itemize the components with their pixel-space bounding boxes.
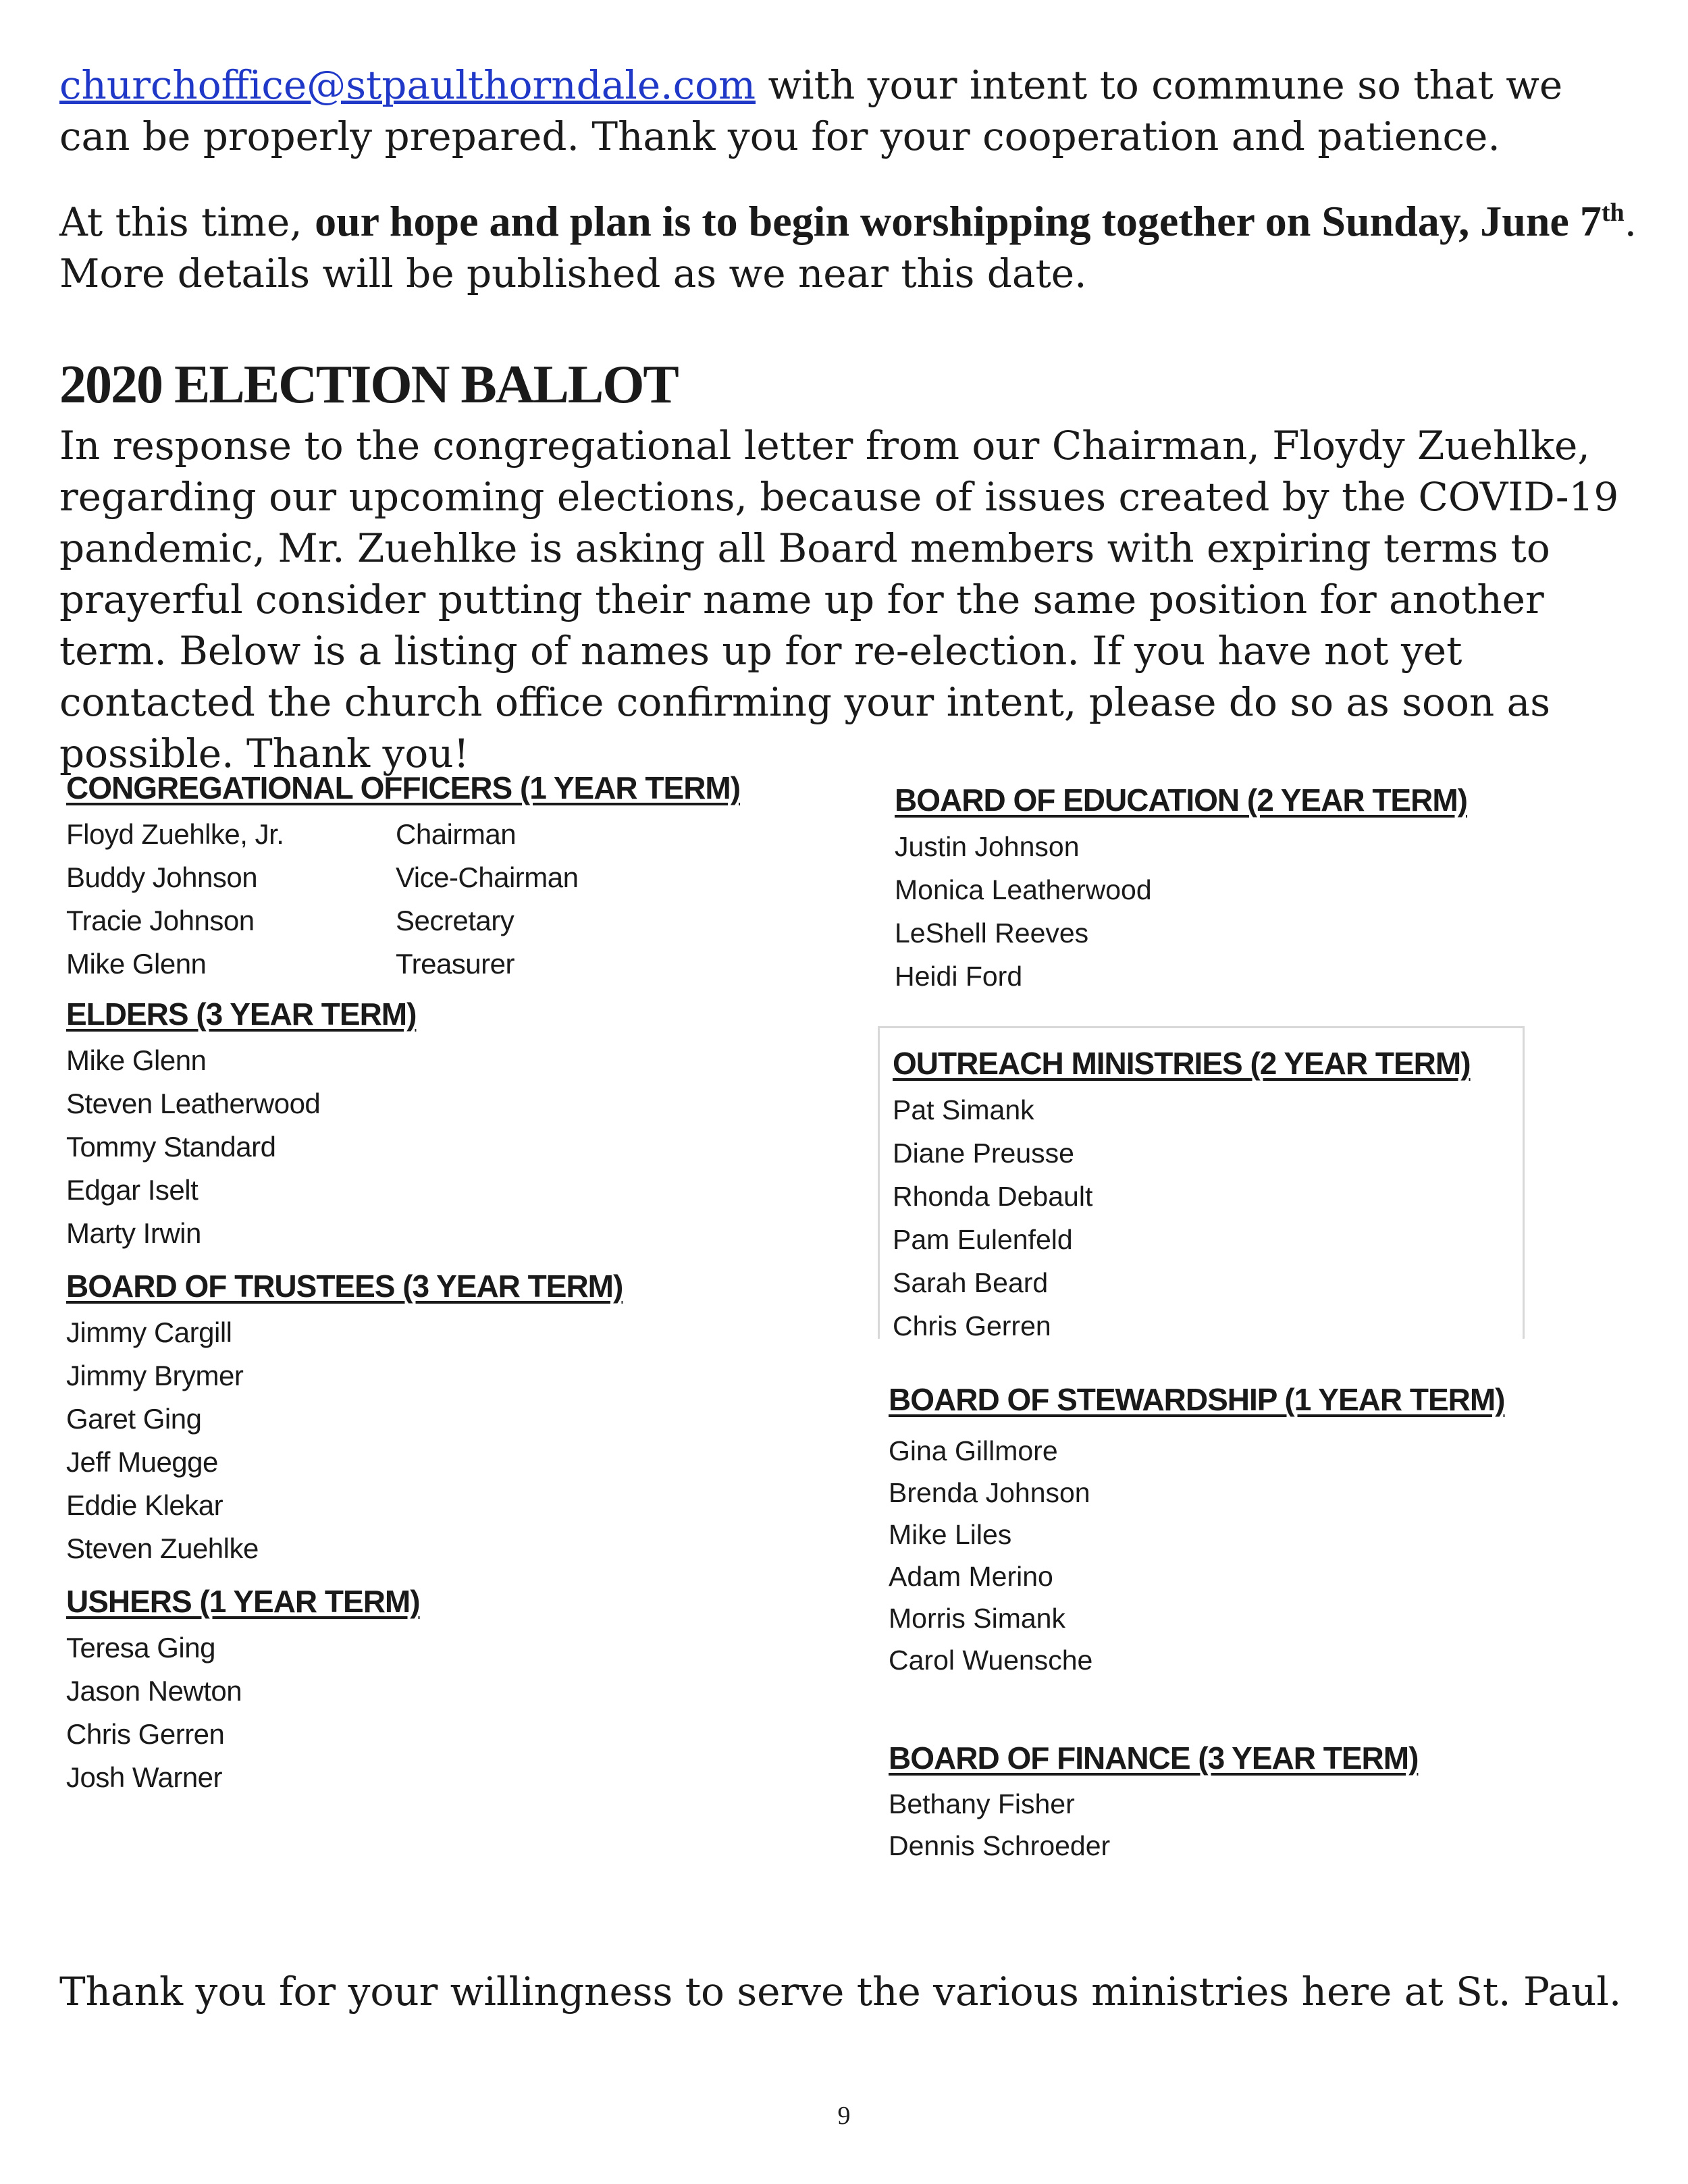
stewardship-member: Brenda Johnson xyxy=(889,1477,1090,1508)
education-section xyxy=(895,782,1467,998)
officer-row xyxy=(66,856,740,899)
congregational-officers-list xyxy=(66,813,740,986)
church-office-email-link[interactable]: churchoffice@stpaulthorndale.com xyxy=(59,62,756,108)
usher-name: Chris Gerren xyxy=(66,1718,225,1750)
finance-title: BOARD OF FINANCE (3 YEAR TERM) xyxy=(889,1740,1419,1776)
stewardship-member: Gina Gillmore xyxy=(889,1435,1058,1466)
officer-role: Treasurer xyxy=(396,948,515,980)
elder-name: Edgar Iselt xyxy=(66,1174,199,1206)
officer-name: Mike Glenn xyxy=(66,948,207,980)
officer-row xyxy=(66,813,740,856)
worship-date-bold-text: our hope and plan is to begin worshipping together on Sunday, June 7 xyxy=(315,197,1602,245)
elders-title: ELDERS (3 YEAR TERM) xyxy=(66,996,417,1032)
finance-list xyxy=(889,1783,1418,1867)
stewardship-member: Adam Merino xyxy=(889,1561,1053,1592)
closing-thank-you: Thank you for your willingness to serve the various ministries here at St. Paul. xyxy=(59,1969,1622,2015)
stewardship-member: Morris Simank xyxy=(889,1603,1065,1634)
officer-row xyxy=(66,942,740,986)
elders-section xyxy=(66,996,416,1255)
trustees-section xyxy=(66,1268,623,1570)
officer-name: Buddy Johnson xyxy=(66,861,258,893)
education-member: Monica Leatherwood xyxy=(895,874,1152,905)
congregational-officers-section xyxy=(66,770,740,986)
ushers-list xyxy=(66,1626,420,1799)
outreach-section xyxy=(893,1045,1471,1348)
stewardship-list xyxy=(889,1430,1504,1681)
trustees-title: BOARD OF TRUSTEES (3 YEAR TERM) xyxy=(66,1269,623,1304)
trustee-name: Jimmy Brymer xyxy=(66,1360,244,1391)
outreach-title: OUTREACH MINISTRIES (2 YEAR TERM) xyxy=(893,1046,1471,1081)
trustee-name: Garet Ging xyxy=(66,1403,202,1435)
trustee-name: Steven Zuehlke xyxy=(66,1533,259,1564)
education-title: BOARD OF EDUCATION (2 YEAR TERM) xyxy=(895,782,1467,818)
worship-lead-text: At this time, xyxy=(59,199,315,245)
trustees-list xyxy=(66,1311,623,1570)
outreach-member: Pam Eulenfeld xyxy=(893,1224,1073,1255)
outreach-member: Rhonda Debault xyxy=(893,1181,1093,1212)
ballot-intro-paragraph: In response to the congregational letter from our Chairman, Floydy Zuehlke, regarding our upcoming elections, because of issues created by the COVID-19 pandemic, Mr. Zuehlke is asking all Board members with expiring terms to prayerful consider putting their name up for the same position for another term. Below is a listing of names up for re-election. If you have not yet contacted the church office confirming your intent, please do so as soon as possible. Thank you! xyxy=(59,423,1619,776)
officer-name: Tracie Johnson xyxy=(66,905,255,936)
education-member: LeShell Reeves xyxy=(895,917,1089,949)
worship-date-suffix: th xyxy=(1601,198,1625,227)
elder-name: Tommy Standard xyxy=(66,1131,276,1163)
stewardship-member: Mike Liles xyxy=(889,1519,1012,1550)
trustee-name: Jimmy Cargill xyxy=(66,1316,232,1348)
elder-name: Mike Glenn xyxy=(66,1044,207,1076)
stewardship-section xyxy=(889,1381,1504,1681)
outreach-member: Diane Preusse xyxy=(893,1138,1074,1169)
elder-name: Marty Irwin xyxy=(66,1217,201,1249)
officer-role: Secretary xyxy=(396,905,515,936)
intro-paragraph-commune xyxy=(59,59,1639,162)
education-member: Justin Johnson xyxy=(895,831,1080,862)
usher-name: Josh Warner xyxy=(66,1761,223,1793)
trustee-name: Eddie Klekar xyxy=(66,1489,223,1521)
worship-date-period: . xyxy=(1624,199,1637,245)
officer-row xyxy=(66,899,740,942)
trustee-name: Jeff Muegge xyxy=(66,1446,218,1478)
officer-name: Floyd Zuehlke, Jr. xyxy=(66,818,284,850)
intro-paragraph-worship-date xyxy=(59,196,1639,299)
officer-role: Chairman xyxy=(396,818,517,850)
election-ballot-heading: 2020 ELECTION BALLOT xyxy=(59,355,678,415)
education-list xyxy=(895,825,1467,998)
elders-list xyxy=(66,1039,416,1255)
outreach-member: Sarah Beard xyxy=(893,1267,1049,1298)
finance-member: Dennis Schroeder xyxy=(889,1830,1111,1861)
outreach-member: Chris Gerren xyxy=(893,1310,1051,1341)
outreach-member: Pat Simank xyxy=(893,1094,1034,1125)
education-member: Heidi Ford xyxy=(895,961,1023,992)
worship-date-bold xyxy=(315,197,1625,245)
outreach-list xyxy=(893,1088,1471,1348)
stewardship-member: Carol Wuensche xyxy=(889,1645,1093,1676)
ushers-section xyxy=(66,1583,420,1799)
stewardship-title: BOARD OF STEWARDSHIP (1 YEAR TERM) xyxy=(889,1382,1505,1417)
finance-member: Bethany Fisher xyxy=(889,1788,1075,1819)
ushers-title: USHERS (1 YEAR TERM) xyxy=(66,1584,420,1619)
worship-more-details: More details will be published as we near this date. xyxy=(59,250,1087,296)
officer-role: Vice-Chairman xyxy=(396,861,579,893)
finance-section xyxy=(889,1740,1418,1867)
usher-name: Jason Newton xyxy=(66,1675,242,1707)
intro-commune-text: with your intent to commune so that we can be properly prepared. Thank you for your cooperation and patience. xyxy=(59,62,1563,159)
congregational-officers-title: CONGREGATIONAL OFFICERS (1 YEAR TERM) xyxy=(66,770,741,805)
elder-name: Steven Leatherwood xyxy=(66,1088,321,1119)
usher-name: Teresa Ging xyxy=(66,1632,215,1663)
page-number: 9 xyxy=(837,2102,851,2130)
